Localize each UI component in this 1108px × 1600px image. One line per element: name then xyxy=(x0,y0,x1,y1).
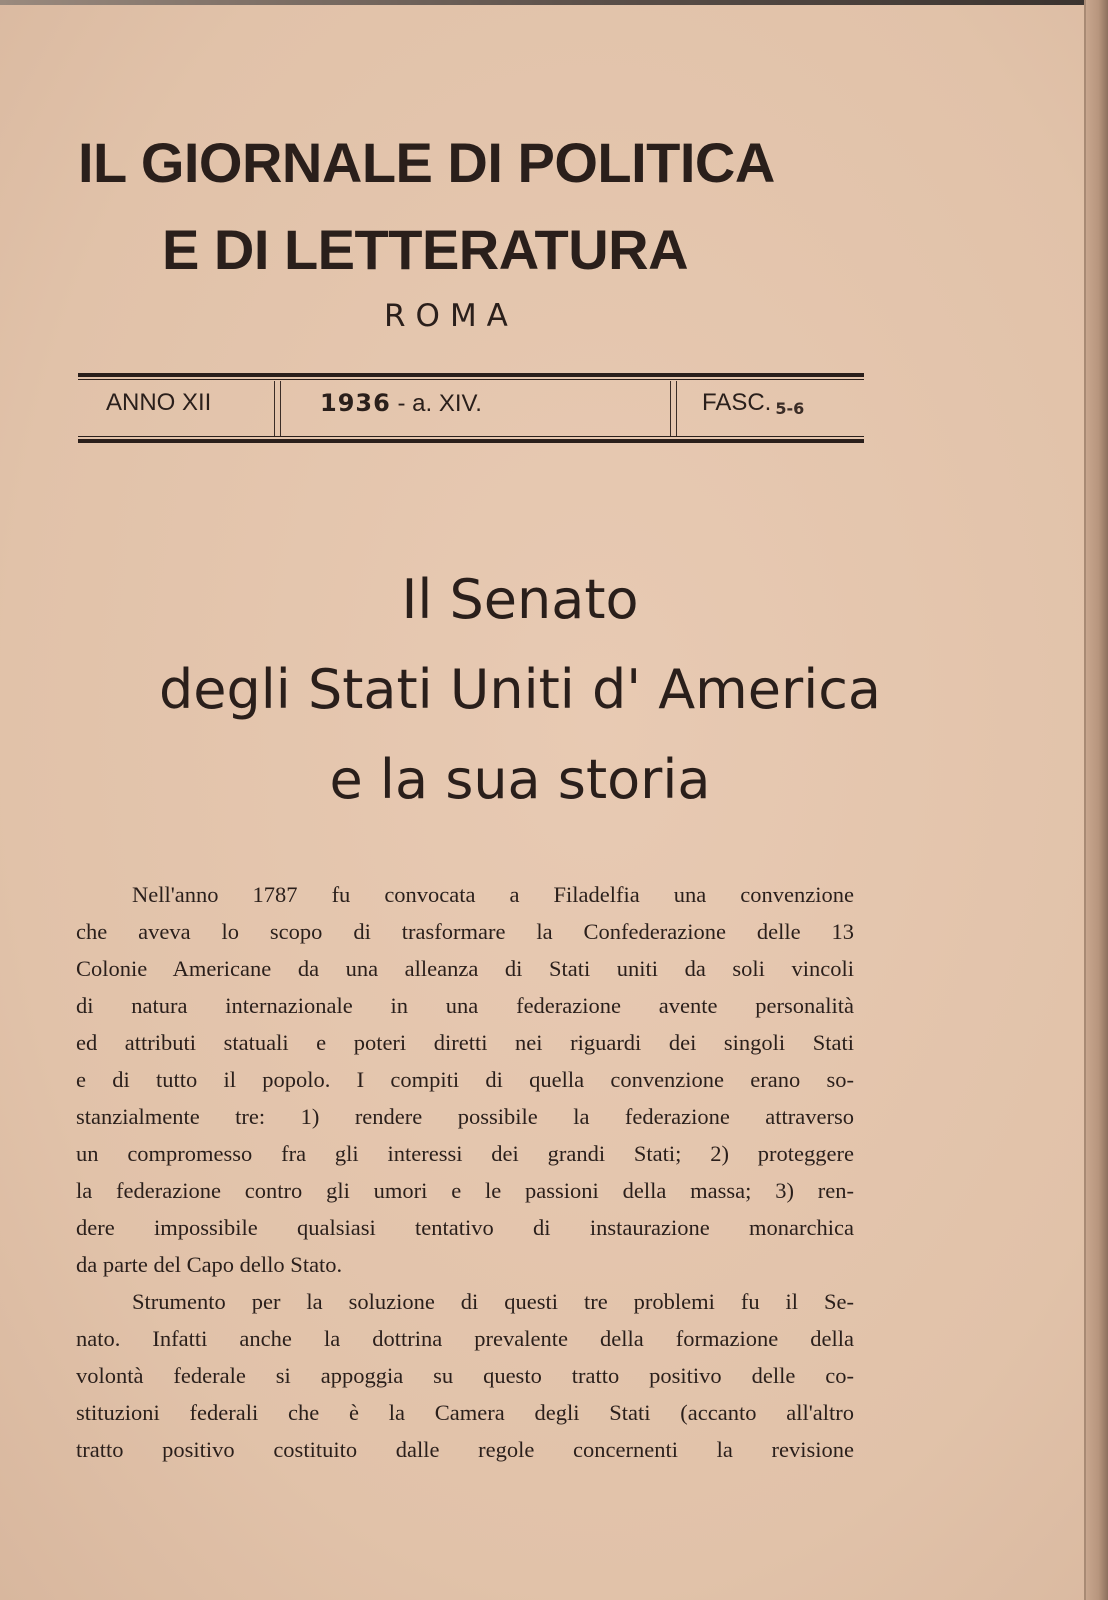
text-line: Nell'anno 1787 fu convocata a Filadelfia una convenzione xyxy=(132,882,854,907)
text-line: un compromesso fra gli interessi dei grandi Stati; 2) proteggere xyxy=(76,1141,854,1166)
text-line: ed attributi statuali e poteri diretti nei riguardi dei singoli Stati xyxy=(76,1030,854,1055)
text-line: di natura internazionale in una federazione avente personalità xyxy=(76,993,854,1018)
masthead-title-line1: IL GIORNALE DI POLITICA xyxy=(78,131,775,194)
article-title-line1: Il Senato xyxy=(401,568,639,631)
text-line: Strumento per la soluzione di questi tre problemi fu il Se- xyxy=(132,1289,854,1314)
text-line: Colonie Americane da una alleanza di Stati uniti da soli vincoli xyxy=(76,956,854,981)
issue-bar-top-rule xyxy=(78,373,864,377)
text-line: la federazione contro gli umori e le passioni della massa; 3) ren- xyxy=(76,1178,854,1203)
issue-bar-separator xyxy=(670,381,677,436)
text-line: volontà federale si appoggia su questo tratto positivo delle co- xyxy=(76,1363,854,1388)
issue-bar-separator xyxy=(274,381,281,436)
page-top-edge xyxy=(0,0,1084,5)
text-line: dere impossibile qualsiasi tentativo di instaurazione monarchica xyxy=(76,1215,854,1240)
issue-era: - a. XIV. xyxy=(397,390,482,417)
article-paragraph-2 xyxy=(76,1283,854,1468)
masthead-title-line2: E DI LETTERATURA xyxy=(162,218,689,281)
issue-fasc-number: 5-6 xyxy=(775,399,805,418)
issue-year-group xyxy=(320,389,482,418)
issue-bar-bottom-rule xyxy=(78,439,864,443)
issue-bar-top-rule-thin xyxy=(78,379,864,380)
adjacent-page-edge xyxy=(1084,0,1108,1600)
article-title-line3: e la sua storia xyxy=(329,748,711,811)
issue-anno: ANNO XII xyxy=(106,389,212,416)
issue-bar-bottom-rule-thin xyxy=(78,436,864,437)
text-line: e di tutto il popolo. I compiti di quella convenzione erano so- xyxy=(76,1067,854,1092)
article-paragraph-1 xyxy=(76,876,854,1283)
masthead-city: ROMA xyxy=(384,298,518,334)
issue-fasc-group xyxy=(702,389,804,418)
article-title-line2: degli Stati Uniti d' America xyxy=(159,658,881,721)
text-line: tratto positivo costituito dalle regole concernenti la revisione xyxy=(76,1437,854,1462)
text-line: stituzioni federali che è la Camera degli Stati (accanto all'altro xyxy=(76,1400,854,1425)
text-line: che aveva lo scopo di trasformare la Confederazione delle 13 xyxy=(76,919,854,944)
issue-year: 1936 xyxy=(320,389,391,417)
text-line: stanzialmente tre: 1) rendere possibile la federazione attraverso xyxy=(76,1104,854,1129)
text-line: da parte del Capo dello Stato. xyxy=(76,1252,343,1277)
issue-fasc-label: FASC. xyxy=(702,389,772,416)
text-line: nato. Infatti anche la dottrina prevalente della formazione della xyxy=(76,1326,854,1351)
